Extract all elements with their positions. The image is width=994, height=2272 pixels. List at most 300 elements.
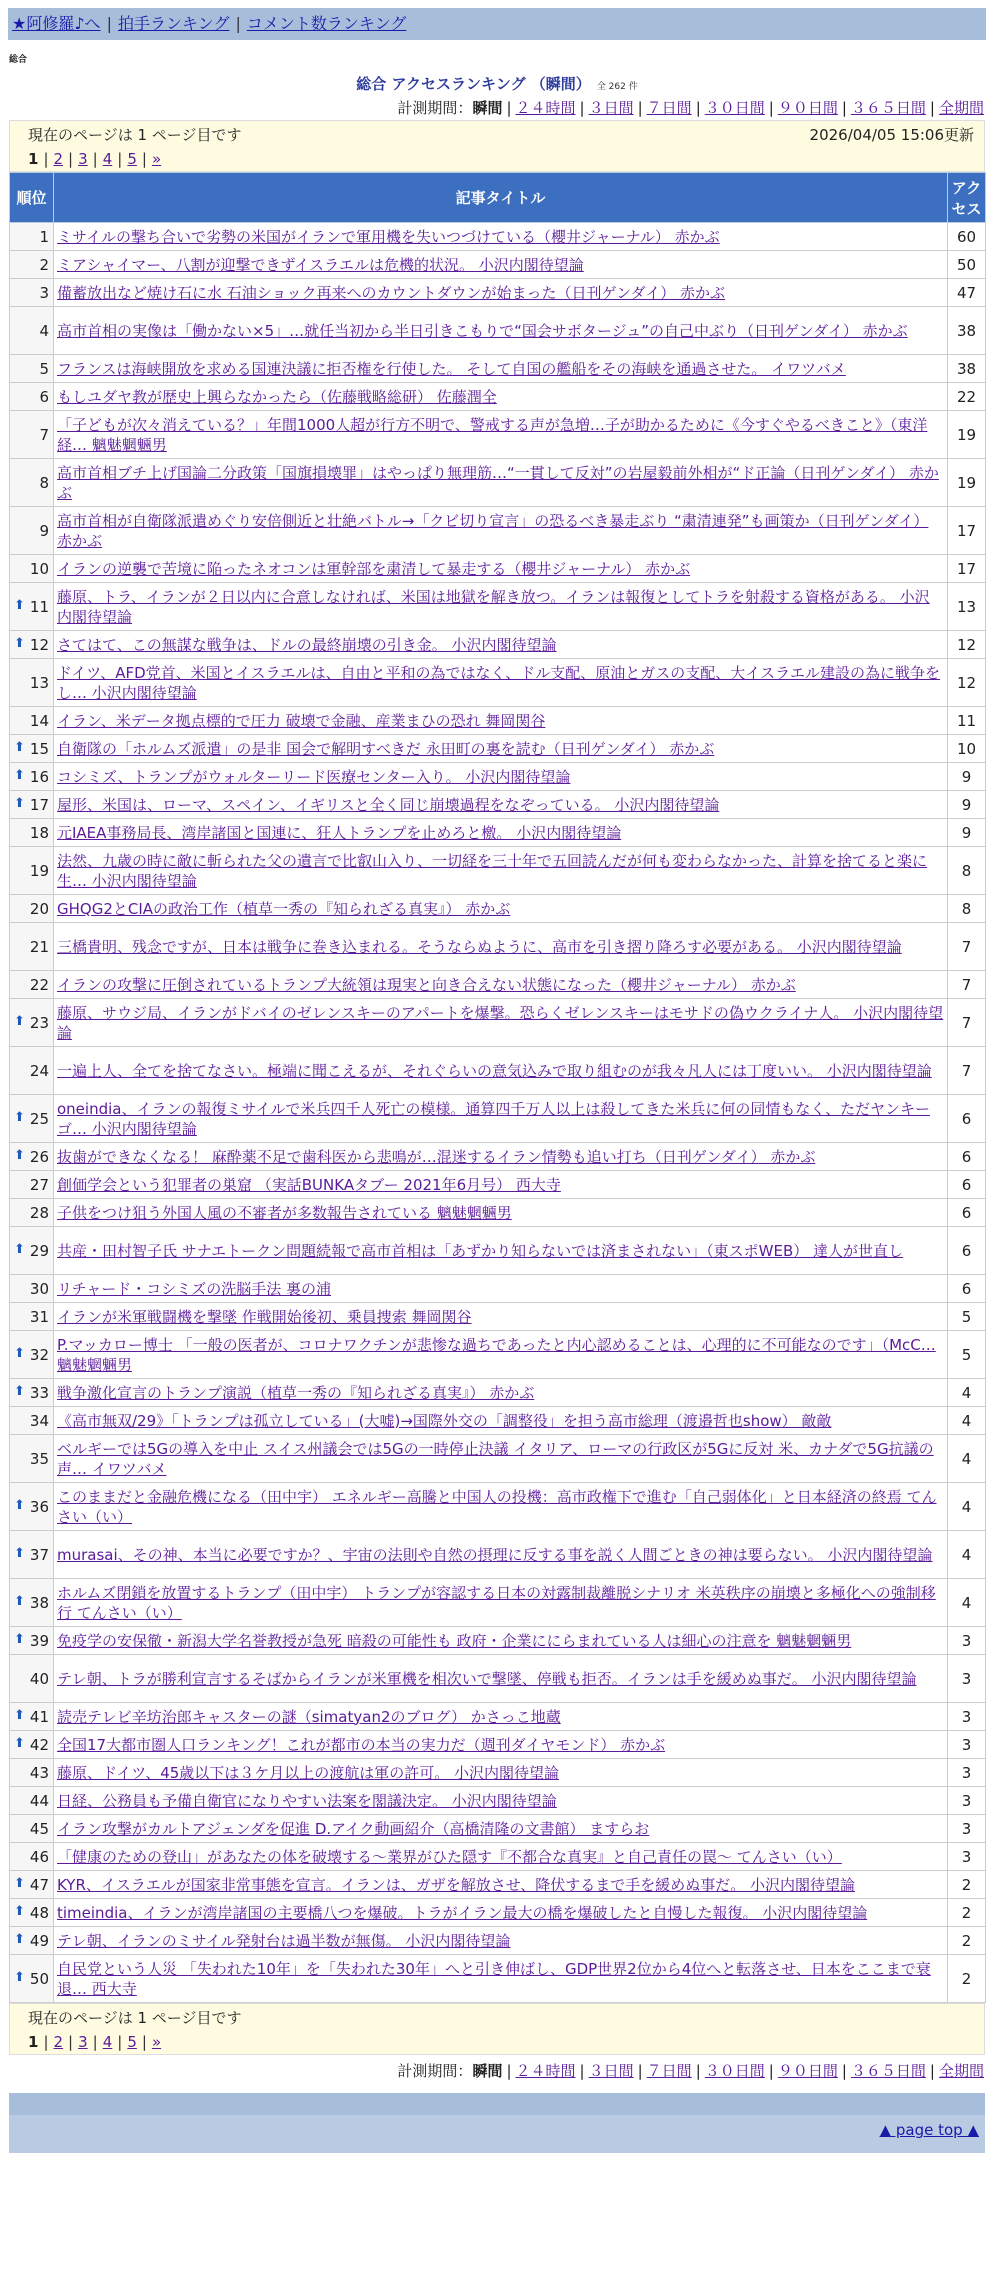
rank-cell <box>10 251 54 279</box>
article-title-link[interactable]: 読売テレビ辛坊治郎キャスターの謎（simatyan2のブログ） かさっこ地蔵 <box>57 1707 561 1726</box>
table-row <box>10 1531 986 1579</box>
title-cell <box>54 1871 948 1899</box>
title-header: 記事タイトル <box>54 173 948 223</box>
article-title-link[interactable]: ホルムズ閉鎖を放置するトランプ（田中宇） トランプが容認する日本の対露制裁離脱シナリオ 米英秩序の崩壊と多極化への強制移行 てんさい（い） <box>57 1583 936 1622</box>
title-cell <box>54 1927 948 1955</box>
access-count: 2 <box>948 1899 986 1927</box>
title-cell <box>54 847 948 895</box>
rank-cell <box>10 1955 54 2003</box>
title-cell <box>54 1703 948 1731</box>
rank-cell <box>10 707 54 735</box>
rank-up-arrow-icon: ⬆ <box>14 597 25 613</box>
table-row <box>10 279 986 307</box>
access-header: アクセス <box>948 173 986 223</box>
table-row <box>10 819 986 847</box>
rank-cell <box>10 1483 54 1531</box>
period-all-link[interactable]: 全期間 <box>938 99 984 117</box>
article-title-link[interactable]: もしユダヤ教が歴史上興らなかったら（佐藤戦略総研） 佐藤潤全 <box>57 387 497 406</box>
rank-up-arrow-icon: ⬆ <box>14 1593 25 1609</box>
access-count: 4 <box>948 1483 986 1531</box>
access-count: 19 <box>948 411 986 459</box>
article-title-link[interactable]: 全国17大都市圏人口ランキング！これが都市の本当の実力だ（週刊ダイヤモンド） 赤かぶ <box>57 1735 666 1754</box>
access-count: 9 <box>948 819 986 847</box>
rank-cell <box>10 383 54 411</box>
table-row <box>10 1899 986 1927</box>
rank-cell <box>10 923 54 971</box>
access-count: 17 <box>948 507 986 555</box>
rank-up-arrow-icon: ⬆ <box>14 635 25 651</box>
title-cell <box>54 631 948 659</box>
period-90d-link-bottom[interactable]: ９０日間 <box>777 2062 838 2080</box>
article-title-link[interactable]: 備蓄放出など焼け石に水 石油ショック再来へのカウントダウンが始まった（日刊ゲンダイ） 赤かぶ <box>57 283 726 302</box>
period-7d-link-bottom[interactable]: ７日間 <box>646 2062 692 2080</box>
period-label: 計測期間： <box>397 99 473 117</box>
title-cell <box>54 735 948 763</box>
rank-cell <box>10 659 54 707</box>
table-row <box>10 1955 986 2003</box>
article-title-link[interactable]: ミアシャイマー、八割が迎撃できずイスラエルは危機的状況。 小沢内閣待望論 <box>57 255 584 274</box>
access-count: 6 <box>948 1143 986 1171</box>
table-row <box>10 1815 986 1843</box>
table-row <box>10 1435 986 1483</box>
rank-up-arrow-icon: ⬆ <box>14 1631 25 1647</box>
access-count: 19 <box>948 459 986 507</box>
rank-number: 19 <box>29 861 49 880</box>
title-cell <box>54 819 948 847</box>
comment-ranking-link[interactable]: コメント数ランキング <box>246 14 407 33</box>
rank-cell <box>10 1787 54 1815</box>
rank-cell <box>10 999 54 1047</box>
title-cell <box>54 791 948 819</box>
rank-number: 25 <box>29 1109 49 1128</box>
table-row <box>10 895 986 923</box>
title-cell <box>54 1955 948 2003</box>
rank-cell <box>10 1303 54 1331</box>
rank-up-arrow-icon: ⬆ <box>14 1875 25 1891</box>
access-count: 5 <box>948 1331 986 1379</box>
title-cell <box>54 1331 948 1379</box>
article-title-link[interactable]: ミサイルの撃ち合いで劣勢の米国がイランで軍用機を失いつづけている（櫻井ジャーナル） 赤かぶ <box>57 227 720 246</box>
access-count: 12 <box>948 631 986 659</box>
current-page-text: 現在のページは 1 ページ目です <box>28 126 242 144</box>
rank-number: 38 <box>29 1593 49 1612</box>
rank-number: 9 <box>39 521 49 540</box>
access-count: 2 <box>948 1927 986 1955</box>
access-count: 38 <box>948 307 986 355</box>
access-count: 38 <box>948 355 986 383</box>
access-count: 9 <box>948 763 986 791</box>
article-title-link[interactable]: 法然、九歳の時に敵に斬られた父の遺言で比叡山入り、一切経を三十年で五回読んだが何も変わらなかった、計算を捨てると楽に生… 小沢内閣待望論 <box>57 851 928 890</box>
rank-number: 35 <box>29 1449 49 1468</box>
access-count: 10 <box>948 735 986 763</box>
rank-up-arrow-icon: ⬆ <box>14 767 25 783</box>
article-title-link[interactable]: 「子どもが次々消えている？」年間1000人超が行方不明で、警戒する声が急増…子が助かるために《今すぐやるべきこと》（東洋経… 魑魅魍魎男 <box>57 415 928 454</box>
title-cell <box>54 1171 948 1199</box>
rank-number: 31 <box>29 1307 49 1326</box>
title-cell <box>54 1143 948 1171</box>
rank-number: 10 <box>29 559 49 578</box>
next-page-link[interactable]: » <box>151 150 162 168</box>
title-cell <box>54 411 948 459</box>
article-title-link[interactable]: oneindia、イランの報復ミサイルで米兵四千人死亡の模様。通算四千万人以上は殺してきた米兵に何の同情もなく、ただヤンキーゴ… 小沢内閣待望論 <box>57 1099 930 1138</box>
access-count: 7 <box>948 971 986 999</box>
table-row <box>10 223 986 251</box>
rank-cell <box>10 971 54 999</box>
table-row <box>10 659 986 707</box>
rank-number: 12 <box>29 635 49 654</box>
rank-cell <box>10 459 54 507</box>
title-cell <box>54 763 948 791</box>
article-title-link[interactable]: 共産・田村智子氏 サナエトークン問題続報で高市首相は「あずかり知らないでは済まされない」（東スポWEB） 達人が世直し <box>57 1241 904 1260</box>
rank-number: 37 <box>29 1545 49 1564</box>
page-title: 総合 アクセスランキング （瞬間） <box>356 75 591 93</box>
period-24h-link[interactable]: ２４時間 <box>515 99 576 117</box>
article-title-link[interactable]: murasai、その神、本当に必要ですか？、宇宙の法則や自然の摂理に反する事を説く人間ごときの神は要らない。 小沢内閣待望論 <box>57 1545 933 1564</box>
rank-number: 46 <box>29 1847 49 1866</box>
page-5-link-bottom[interactable]: 5 <box>127 2033 137 2051</box>
article-title-link[interactable]: ドイツ、AFD党首、米国とイスラエルは、自由と平和の為ではなく、ドル支配、原油とガスの支配、大イスラエル建設の為に戦争をし… 小沢内閣待望論 <box>57 663 941 702</box>
access-count: 22 <box>948 383 986 411</box>
article-title-link[interactable]: 高市首相の実像は「働かない×5」…就任当初から半日引きこもりで“国会サボタージュ”の自己中ぶり（日刊ゲンダイ） 赤かぶ <box>57 321 908 340</box>
rank-up-arrow-icon: ⬆ <box>14 1545 25 1561</box>
article-title-link[interactable]: さてはて、この無謀な戦争は、ドルの最終崩壊の引き金。 小沢内閣待望論 <box>57 635 557 654</box>
pagination-top: 現在のページは 1 ページ目です 2026/04/05 15:06更新 1 | 2 | 3 | 4 | 5 | » <box>9 120 985 172</box>
rank-up-arrow-icon: ⬆ <box>14 1707 25 1723</box>
table-row <box>10 1227 986 1275</box>
access-count: 8 <box>948 895 986 923</box>
period-7d-link[interactable]: ７日間 <box>646 99 692 117</box>
title-cell <box>54 279 948 307</box>
rank-cell <box>10 1843 54 1871</box>
title-cell <box>54 1407 948 1435</box>
title-cell <box>54 1199 948 1227</box>
rank-cell <box>10 1815 54 1843</box>
pagination-bottom: 現在のページは 1 ページ目です 1 | 2 | 3 | 4 | 5 | » <box>9 2003 985 2055</box>
access-count: 5 <box>948 1303 986 1331</box>
rank-cell <box>10 1047 54 1095</box>
article-title-link[interactable]: 高市首相ブチ上げ国論二分政策「国旗損壊罪」はやっぱり無理筋…“一貫して反対”の岩屋毅前外相が“ド正論（日刊ゲンダイ） 赤かぶ <box>57 463 939 502</box>
article-title-link[interactable]: イランの攻撃に圧倒されているトランプ大統領は現実と向き合えない状態になった（櫻井ジャーナル） 赤かぶ <box>57 975 796 994</box>
article-title-link[interactable]: 抜歯ができなくなる！ 麻酔薬不足で歯科医から悲鳴が…混迷するイラン情勢も追い打ち（日刊ゲンダイ） 赤かぶ <box>57 1147 816 1166</box>
access-count: 9 <box>948 791 986 819</box>
rank-up-arrow-icon: ⬆ <box>14 1109 25 1125</box>
period-365d-link[interactable]: ３６５日間 <box>850 99 926 117</box>
page-top-link[interactable]: ▲ page top ▲ <box>879 2121 979 2139</box>
access-count: 4 <box>948 1379 986 1407</box>
page-4-link-bottom[interactable]: 4 <box>102 2033 113 2051</box>
top-nav-bar: ★阿修羅♪へ | 拍手ランキング | コメント数ランキング <box>8 8 986 40</box>
title-cell <box>54 1435 948 1483</box>
article-title-link[interactable]: 三橋貴明、残念ですが、日本は戦争に巻き込まれる。そうならぬように、高市を引き摺り降ろす必要がある。 小沢内閣待望論 <box>57 937 902 956</box>
table-row <box>10 555 986 583</box>
rank-number: 4 <box>39 321 49 340</box>
period-current: 瞬間 <box>472 99 503 117</box>
article-title-link[interactable]: イランの逆襲で苦境に陥ったネオコンは軍幹部を粛清して暴走する（櫻井ジャーナル） 赤かぶ <box>57 559 691 578</box>
article-title-link[interactable]: コシミズ、トランプがウォルターリード医療センター入り。 小沢内閣待望論 <box>57 767 571 786</box>
access-count: 6 <box>948 1199 986 1227</box>
rank-up-arrow-icon: ⬆ <box>14 739 25 755</box>
article-title-link[interactable]: 元IAEA事務局長、湾岸諸国と国連に、狂人トランプを止めろと檄。 小沢内閣待望論 <box>57 823 622 842</box>
table-row <box>10 1275 986 1303</box>
rank-cell <box>10 1331 54 1379</box>
article-title-link[interactable]: 免疫学の安保徹・新潟大学名誉教授が急死 暗殺の可能性も 政府・企業ににらまれている人は細心の注意を 魑魅魍魎男 <box>57 1631 852 1650</box>
table-row <box>10 631 986 659</box>
rank-cell <box>10 1407 54 1435</box>
rank-up-arrow-icon: ⬆ <box>14 1345 25 1361</box>
footer-bar <box>9 2093 985 2153</box>
access-count: 3 <box>948 1655 986 1703</box>
article-title-link[interactable]: timeindia、イランが湾岸諸国の主要橋八つを爆破。トラがイラン最大の橋を爆破したと自慢した報復。 小沢内閣待望論 <box>57 1903 868 1922</box>
article-title-link[interactable]: 子供をつけ狙う外国人風の不審者が多数報告されている 魑魅魍魎男 <box>57 1203 512 1222</box>
rank-header: 順位 <box>10 173 54 223</box>
article-title-link[interactable]: 藤原、サウジ局、イランがドバイのゼレンスキーのアパートを爆撃。恐らくゼレンスキーはモサドの偽ウクライナ人。 小沢内閣待望論 <box>57 1003 944 1042</box>
title-cell <box>54 1095 948 1143</box>
page-3-link[interactable]: 3 <box>78 150 88 168</box>
rank-cell <box>10 411 54 459</box>
article-title-link[interactable]: 自民党という人災 「失われた10年」を「失われた30年」へと引き伸ばし、GDP世界2位から4位へと転落させ、日本をここまで衰退… 西大寺 <box>57 1959 931 1998</box>
title-cell <box>54 923 948 971</box>
access-count: 3 <box>948 1759 986 1787</box>
table-row <box>10 1655 986 1703</box>
table-row <box>10 1483 986 1531</box>
rank-cell <box>10 1579 54 1627</box>
title-cell <box>54 251 948 279</box>
rank-cell <box>10 895 54 923</box>
rank-number: 43 <box>29 1763 49 1782</box>
article-title-link[interactable]: イラン、米データ拠点標的で圧力 破壊で金融、産業まひの恐れ 舞岡関谷 <box>57 711 546 730</box>
access-count: 4 <box>948 1579 986 1627</box>
table-row <box>10 383 986 411</box>
table-row <box>10 355 986 383</box>
rank-number: 8 <box>39 473 49 492</box>
rank-number: 21 <box>29 937 49 956</box>
period-3d-link-bottom[interactable]: ３日間 <box>588 2062 634 2080</box>
period-30d-link[interactable]: ３０日間 <box>704 99 765 117</box>
title-cell <box>54 999 948 1047</box>
clap-ranking-link[interactable]: 拍手ランキング <box>117 14 230 33</box>
rank-up-arrow-icon: ⬆ <box>14 1969 25 1985</box>
page-5-link[interactable]: 5 <box>127 150 137 168</box>
table-row <box>10 999 986 1047</box>
article-title-link[interactable]: 創価学会という犯罪者の巣窟 （実話BUNKAタブー 2021年6月号） 西大寺 <box>57 1175 561 1194</box>
rank-number: 40 <box>29 1669 49 1688</box>
page-2-link[interactable]: 2 <box>53 150 64 168</box>
access-count: 3 <box>948 1843 986 1871</box>
period-3d-link[interactable]: ３日間 <box>588 99 634 117</box>
table-row <box>10 1407 986 1435</box>
asyura-home-link[interactable]: ★阿修羅♪へ <box>12 14 101 33</box>
article-title-link[interactable]: ベルギーでは5Gの導入を中止 スイス州議会では5Gの一時停止決議 イタリア、ローマの行政区が5Gに反対 米、カナダで5G抗議の声… イワツバメ <box>57 1439 934 1478</box>
title-cell <box>54 1227 948 1275</box>
table-row <box>10 791 986 819</box>
rank-cell <box>10 1275 54 1303</box>
page-4-link[interactable]: 4 <box>102 150 113 168</box>
rank-number: 32 <box>29 1345 49 1364</box>
article-title-link[interactable]: 一遍上人、全てを捨てなさい。極端に聞こえるが、それぐらいの意気込みで取り組むのが我々凡人には丁度いい。 小沢内閣待望論 <box>57 1061 932 1080</box>
rank-cell <box>10 1627 54 1655</box>
update-timestamp: 2026/04/05 15:06更新 <box>809 126 974 144</box>
article-title-link[interactable]: 高市首相が自衛隊派遣めぐり安倍側近と壮絶バトル→「クビ切り宣言」の恐るべき暴走ぶり “粛清連発”も画策か（日刊ゲンダイ） 赤かぶ <box>57 511 929 550</box>
rank-up-arrow-icon: ⬆ <box>14 1147 25 1163</box>
rank-number: 13 <box>29 673 49 692</box>
rank-cell <box>10 1143 54 1171</box>
rank-cell <box>10 223 54 251</box>
access-count: 17 <box>948 555 986 583</box>
title-cell <box>54 659 948 707</box>
access-count: 6 <box>948 1095 986 1143</box>
access-count: 7 <box>948 923 986 971</box>
table-row <box>10 1703 986 1731</box>
next-page-link-bottom[interactable]: » <box>151 2033 162 2051</box>
article-title-link[interactable]: 藤原、トラ、イランが２日以内に合意しなければ、米国は地獄を解き放つ。イランは報復としてトラを射殺する資格がある。 小沢内閣待望論 <box>57 587 930 626</box>
title-cell <box>54 223 948 251</box>
title-cell <box>54 459 948 507</box>
rank-number: 6 <box>39 387 49 406</box>
rank-cell <box>10 791 54 819</box>
rank-number: 41 <box>29 1707 49 1726</box>
rank-number: 18 <box>29 823 49 842</box>
rank-number: 44 <box>29 1791 49 1810</box>
article-title-link[interactable]: イラン攻撃がカルトアジェンダを促進 D.アイク動画紹介（高橋清隆の文書館） ますらお <box>57 1819 650 1838</box>
access-count: 6 <box>948 1171 986 1199</box>
access-count: 50 <box>948 251 986 279</box>
article-title-link[interactable]: 屋形、米国は、ローマ、スペイン、イギリスと全く同じ崩壊過程をなぞっている。 小沢内閣待望論 <box>57 795 720 814</box>
access-count: 7 <box>948 1047 986 1095</box>
rank-number: 48 <box>29 1903 49 1922</box>
article-title-link[interactable]: テレ朝、トラが勝利宣言するそばからイランが米軍機を相次いで撃墜、停戦も拒否。イランは手を緩めぬ事だ。 小沢内閣待望論 <box>57 1669 917 1688</box>
rank-number: 29 <box>29 1241 49 1260</box>
title-cell <box>54 1899 948 1927</box>
article-title-link[interactable]: P.マッカロー博士 「一般の医者が、コロナワクチンが悲惨な過ちであったと内心認めることは、心理的に不可能なのです」（McC… 魑魅魍魎男 <box>57 1335 936 1374</box>
rank-number: 22 <box>29 975 49 994</box>
access-count: 8 <box>948 847 986 895</box>
article-title-link[interactable]: 「健康のための登山」があなたの体を破壊する〜業界がひた隠す『不都合な真実』と自己責任の罠〜 てんさい（い） <box>57 1847 842 1866</box>
rank-number: 27 <box>29 1175 49 1194</box>
table-row <box>10 707 986 735</box>
article-title-link[interactable]: フランスは海峡開放を求める国連決議に拒否権を行使した。 そして自国の艦船をその海峡を通過させた。 イワツバメ <box>57 359 846 378</box>
page-1-current: 1 <box>28 150 39 168</box>
table-row <box>10 1627 986 1655</box>
title-cell <box>54 307 948 355</box>
rank-up-arrow-icon: ⬆ <box>14 795 25 811</box>
period-365d-link-bottom[interactable]: ３６５日間 <box>850 2062 926 2080</box>
rank-cell <box>10 507 54 555</box>
page-2-link-bottom[interactable]: 2 <box>53 2033 64 2051</box>
article-title-link[interactable]: テレ朝、イランのミサイル発射台は過半数が無傷。 小沢内閣待望論 <box>57 1931 511 1950</box>
rank-number: 2 <box>39 255 49 274</box>
access-count: 3 <box>948 1731 986 1759</box>
rank-cell <box>10 1171 54 1199</box>
rank-up-arrow-icon: ⬆ <box>14 1241 25 1257</box>
period-all-link-bottom[interactable]: 全期間 <box>938 2062 984 2080</box>
rank-cell <box>10 631 54 659</box>
article-title-link[interactable]: 藤原、ドイツ、45歳以下は３ケ月以上の渡航は軍の許可。 小沢内閣待望論 <box>57 1763 560 1782</box>
table-row <box>10 1579 986 1627</box>
title-cell <box>54 1579 948 1627</box>
rank-up-arrow-icon: ⬆ <box>14 1013 25 1029</box>
table-row <box>10 763 986 791</box>
rank-cell <box>10 847 54 895</box>
rank-number: 16 <box>29 767 49 786</box>
rank-number: 33 <box>29 1383 49 1402</box>
table-row <box>10 1143 986 1171</box>
access-count: 11 <box>948 707 986 735</box>
table-row <box>10 1303 986 1331</box>
page-3-link-bottom[interactable]: 3 <box>78 2033 88 2051</box>
title-cell <box>54 1787 948 1815</box>
access-count: 3 <box>948 1627 986 1655</box>
title-cell <box>54 1759 948 1787</box>
title-cell <box>54 1655 948 1703</box>
period-current-bottom: 瞬間 <box>472 2062 503 2080</box>
table-row <box>10 1843 986 1871</box>
article-title-link[interactable]: イランが米軍戦闘機を撃墜 作戦開始後初、乗員捜索 舞岡関谷 <box>57 1307 472 1326</box>
rank-cell <box>10 1899 54 1927</box>
rank-up-arrow-icon: ⬆ <box>14 1735 25 1751</box>
table-row <box>10 923 986 971</box>
rank-number: 30 <box>29 1279 49 1298</box>
table-row <box>10 1047 986 1095</box>
article-title-link[interactable]: GHQG2とCIAの政治工作（植草一秀の『知られざる真実』） 赤かぶ <box>57 899 511 918</box>
rank-up-arrow-icon: ⬆ <box>14 1383 25 1399</box>
period-30d-link-bottom[interactable]: ３０日間 <box>704 2062 765 2080</box>
page-heading <box>0 72 994 96</box>
period-90d-link[interactable]: ９０日間 <box>777 99 838 117</box>
title-cell <box>54 1531 948 1579</box>
rank-cell <box>10 1655 54 1703</box>
table-row <box>10 507 986 555</box>
title-cell <box>54 1843 948 1871</box>
table-row <box>10 735 986 763</box>
access-count: 12 <box>948 659 986 707</box>
access-count: 13 <box>948 583 986 631</box>
rank-number: 28 <box>29 1203 49 1222</box>
table-row <box>10 1731 986 1759</box>
rank-number: 17 <box>29 795 49 814</box>
table-row <box>10 1199 986 1227</box>
article-title-link[interactable]: 《高市無双/29》「トランプは孤立している」(大嘘)→国際外交の「調整役」を担う高市総理（渡邉哲也show） 敵敵 <box>57 1411 832 1430</box>
ranking-table <box>9 172 986 2003</box>
article-title-link[interactable]: このままだと金融危機になる（田中宇） エネルギー高騰と中国人の投機：高市政権下で進む「自己弱体化」と日本経済の終焉 てんさい（い） <box>57 1487 937 1526</box>
article-title-link[interactable]: 戦争激化宣言のトランプ演説（植草一秀の『知られざる真実』） 赤かぶ <box>57 1383 535 1402</box>
rank-cell <box>10 279 54 307</box>
rank-number: 39 <box>29 1631 49 1650</box>
title-cell <box>54 507 948 555</box>
rank-cell <box>10 583 54 631</box>
rank-up-arrow-icon: ⬆ <box>14 1931 25 1947</box>
rank-number: 7 <box>39 425 49 444</box>
article-title-link[interactable]: 自衛隊の「ホルムズ派遣」の是非 国会で解明すべきだ 永田町の裏を読む（日刊ゲンダイ） 赤かぶ <box>57 739 715 758</box>
title-cell <box>54 1303 948 1331</box>
title-cell <box>54 583 948 631</box>
period-selector-bottom: 計測期間：瞬間 | ２４時間 | ３日間 | ７日間 | ３０日間 | ９０日間 | ３６５日間 | 全期間 <box>397 2062 984 2080</box>
access-count: 60 <box>948 223 986 251</box>
category-label: 総合 <box>9 55 28 65</box>
article-title-link[interactable]: 日経、公務員も予備自衛官になりやすい法案を閣議決定。 小沢内閣待望論 <box>57 1791 557 1810</box>
access-count: 7 <box>948 999 986 1047</box>
article-title-link[interactable]: リチャード・コシミズの洗脳手法 裏の浦 <box>57 1279 332 1298</box>
table-row <box>10 307 986 355</box>
title-cell <box>54 1275 948 1303</box>
access-count: 6 <box>948 1275 986 1303</box>
title-cell <box>54 895 948 923</box>
current-page-text-bottom: 現在のページは 1 ページ目です <box>28 2009 242 2027</box>
period-selector-top: 計測期間：瞬間 | ２４時間 | ３日間 | ７日間 | ３０日間 | ９０日間 | ３６５日間 | 全期間 <box>397 99 984 117</box>
period-24h-link-bottom[interactable]: ２４時間 <box>515 2062 576 2080</box>
rank-cell <box>10 819 54 847</box>
rank-number: 1 <box>39 227 49 246</box>
article-title-link[interactable]: KYR、イスラエルが国家非常事態を宣言。イランは、ガザを解放させ、降伏するまで手を緩めぬ事だ。 小沢内閣待望論 <box>57 1875 856 1894</box>
